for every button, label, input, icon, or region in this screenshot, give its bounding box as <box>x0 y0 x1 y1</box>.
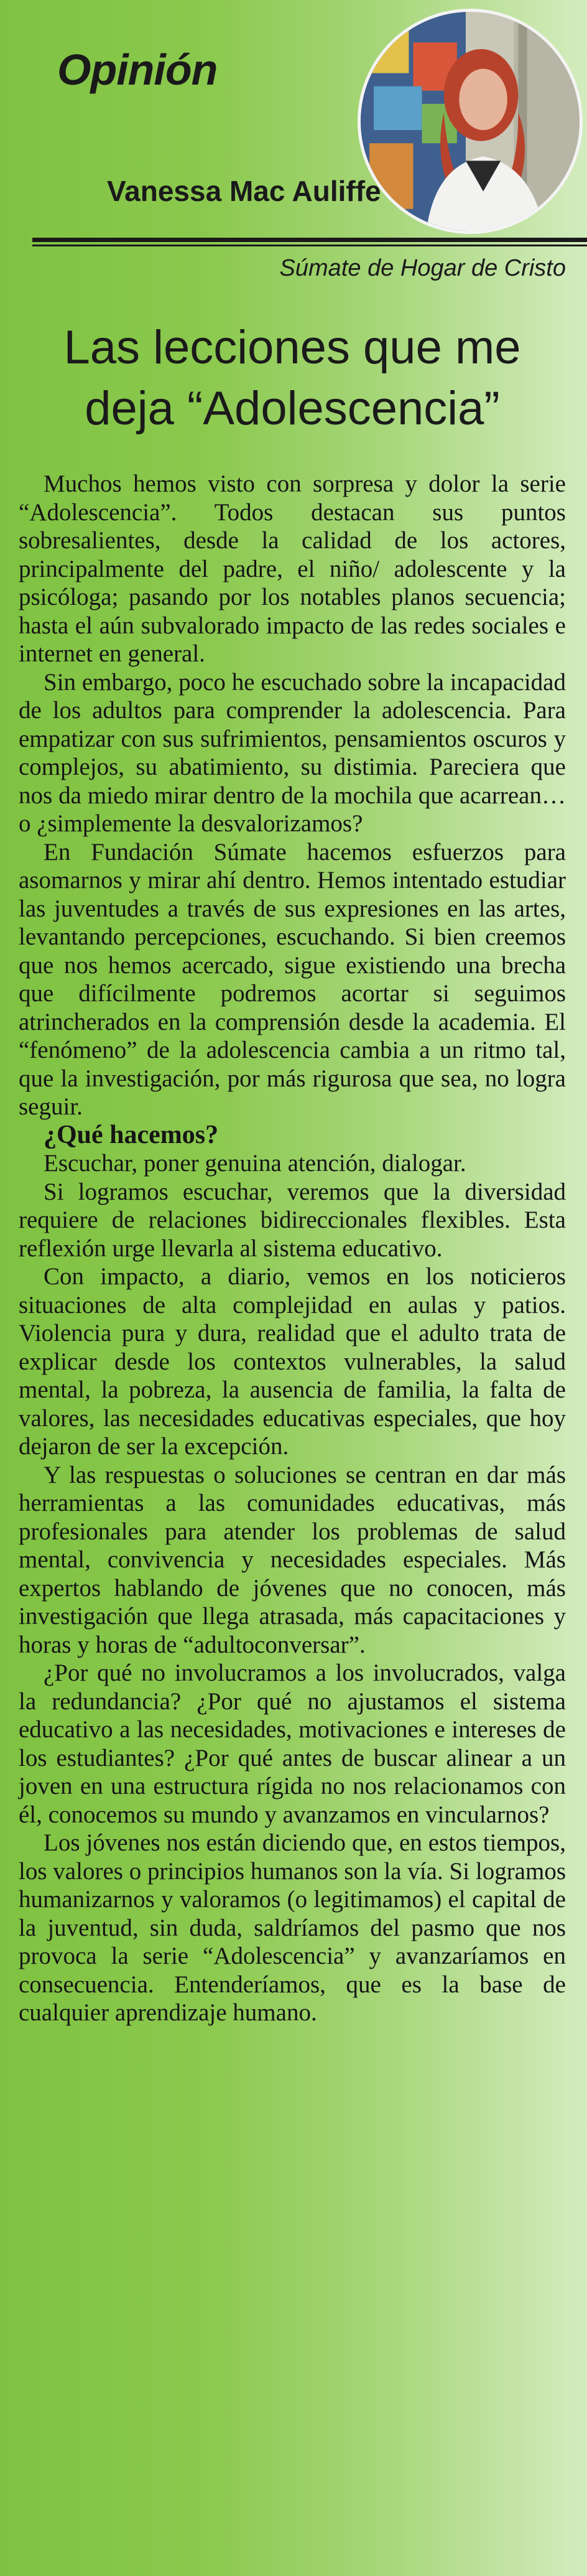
headline-line-2: deja “Adolescencia” <box>85 382 500 435</box>
author-name: Vanessa Mac Auliffe <box>107 175 381 207</box>
author-photo <box>358 9 583 234</box>
paragraph: Si logramos escuchar, veremos que la diversidad requiere de relaciones bidireccionales flexibles. Esta reflexión urge llevarla al sistema educativo. <box>19 1178 566 1262</box>
article-headline <box>25 317 560 439</box>
paragraph: Con impacto, a diario, vemos en los noticieros situaciones de alta complejidad en aulas y patios. Violencia pura y dura, realidad que el adulto trata de explicar desde los contextos vulnerables, la salud mental, la pobreza, la ausencia de familia, la falta de valores, las necesidades educativas especiales, que hoy dejaron de ser la excepción. <box>19 1263 566 1460</box>
header-divider-thick <box>32 238 587 242</box>
paragraph: Escuchar, poner genuina atención, dialogar. <box>44 1150 466 1177</box>
paragraph: ¿Por qué no involucramos a los involucrados, valga la redundancia? ¿Por qué no ajustamos el sistema educativo a las necesidades, motivaciones e intereses de los estudiantes? ¿Por qué antes de buscar alinear a un joven en una estructura rígida no nos relacionamos con él, conocemos su mundo y avanzamos en vincularnos? <box>19 1659 566 1828</box>
paragraph: Y las respuestas o soluciones se centran en dar más herramientas a las comunidades educativas, más profesionales para atender los problemas de salud mental, convivencia y necesidades especiales. Más expertos hablando de jóvenes que no conocen, más investigación que llega atrasada, más capacitaciones y horas y horas de “adultoconversar”. <box>19 1461 566 1658</box>
paragraph: En Fundación Súmate hacemos esfuerzos para asomarnos y mirar ahí dentro. Hemos intentado estudiar las juventudes a través de sus expresiones en las artes, levantando percepciones, escuchando. Si bien creemos que nos hemos acercado, sigue existiendo una brecha que difícilmente podremos acortar si seguimos atrincherados en la comprensión desde la academia. El “fenómeno” de la adolescencia cambia a un ritmo tal, que la investigación, por más rigurosa que sea, no logra seguir. <box>19 838 566 1120</box>
article-body <box>19 470 566 2027</box>
author-organization: Súmate de Hogar de Cristo <box>279 255 566 281</box>
subheading: ¿Qué hacemos? <box>44 1120 219 1149</box>
paragraph: Los jóvenes nos están diciendo que, en estos tiempos, los valores o principios humanos son la vía. Si logramos humanizarnos y valoramos (o legitimamos) el capital de la juventud, sin duda, saldríamos del pasmo que nos provoca la serie “Adolescencia” y avanzaríamos en consecuencia. Entenderíamos, que es la base de cualquier aprendizaje humano. <box>19 1829 566 2026</box>
header-divider-thin <box>32 245 587 246</box>
paragraph: Sin embargo, poco he escuchado sobre la incapacidad de los adultos para comprender la adolescencia. Para empatizar con sus sufrimientos, pensamientos oscuros y complejos, su abatimiento, su distimia. Pareciera que nos da miedo mirar dentro de la mochila que acarrean… o ¿simplemente la desvalorizamos? <box>19 668 566 837</box>
section-label: Opinión <box>57 45 218 94</box>
headline-line-1: Las lecciones que me <box>63 321 521 374</box>
paragraph: Muchos hemos visto con sorpresa y dolor la serie “Adolescencia”. Todos destacan sus puntos sobresalientes, desde la calidad de los actores, principalmente del padre, el niño/ adolescente y la psicóloga; pasando por los notables planos secuencia; hasta el aún subvalorado impacto de las redes sociales e internet en general. <box>19 470 566 667</box>
